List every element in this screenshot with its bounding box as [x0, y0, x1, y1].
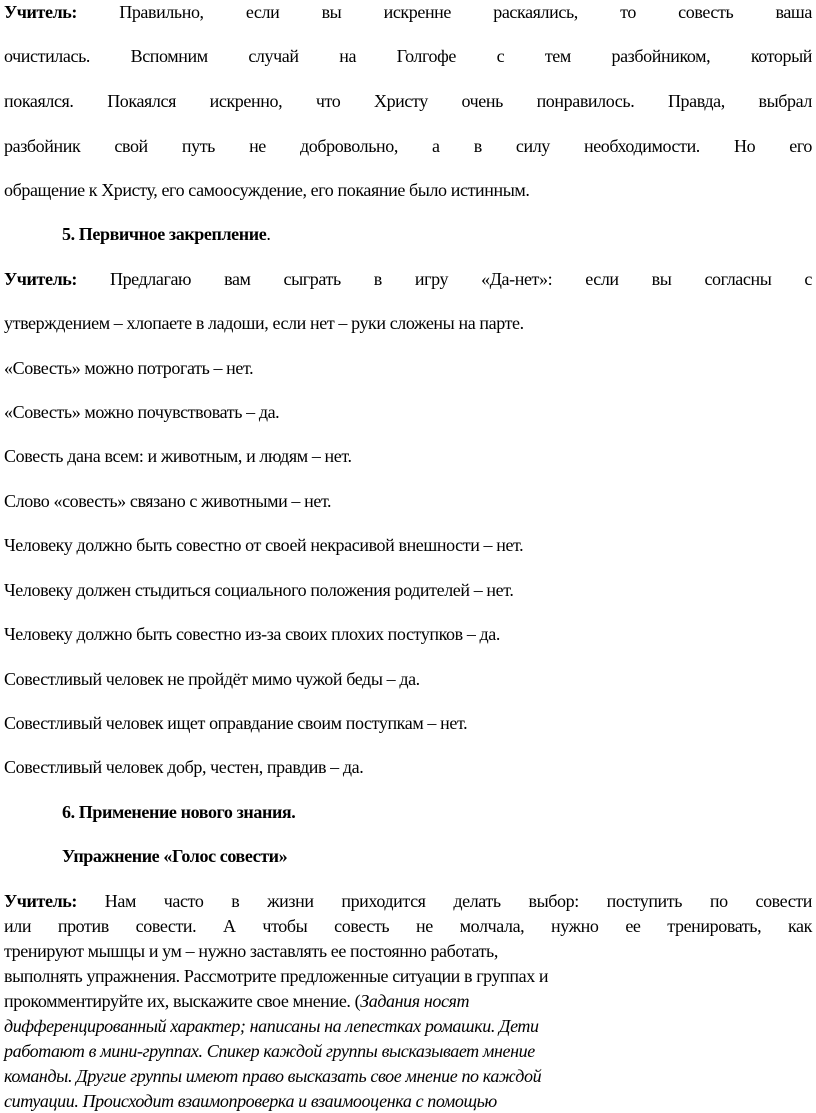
para1-line-1 [4, 0, 812, 24]
para1-line-4: разбойник свой путь не добровольно, а в силу необходимости. Но его [4, 136, 812, 156]
para3-line-3: тренируют мышцы и ум – нужно заставлять ее постоянно работать, [4, 941, 498, 961]
section5-title: 5. Первичное закрепление [62, 224, 267, 244]
para2-line-1 [4, 267, 812, 291]
statement-3: Совесть дана всем: и животным, и людям – нет. [4, 446, 352, 466]
para3-italic-line-2: дифференцированный характер; написаны на лепестках ромашки. Дети [4, 1016, 539, 1036]
para1-text-1: Правильно, если вы искренне раскаялись, то совесть ваша [76, 2, 812, 22]
para3-italic-line-4: команды. Другие группы имеют право высказать свое мнение по каждой [4, 1066, 542, 1086]
statement-7: Человеку должно быть совестно из-за своих плохих поступков – да. [4, 624, 500, 644]
para3-line-4: выполнять упражнения. Рассмотрите предложенные ситуации в группах и [4, 966, 549, 986]
statement-10: Совестливый человек добр, честен, правдив – да. [4, 757, 364, 777]
para1-line-3: покаялся. Покаялся искренно, что Христу очень понравилось. Правда, выбрал [4, 91, 812, 111]
section5-heading [62, 222, 802, 246]
para3-line-2: или против совести. А чтобы совесть не молчала, нужно ее тренировать, как [4, 916, 812, 936]
para3-text-5: прокомментируйте их, выскажите свое мнение. ( [4, 991, 361, 1011]
section5-dot: . [266, 224, 271, 244]
para3-text-1: Нам часто в жизни приходится делать выбор: поступить по совести [76, 891, 812, 911]
teacher-label-2: Учитель: [4, 269, 77, 289]
teacher-label: Учитель: [4, 2, 77, 22]
para1-line-2: очистилась. Вспомним случай на Голгофе с тем разбойником, который [4, 46, 812, 66]
statement-5: Человеку должно быть совестно от своей некрасивой внешности – нет. [4, 535, 524, 555]
para2-text-1: Предлагаю вам сыграть в игру «Да-нет»: если вы согласны с [76, 269, 812, 289]
para3-italic-1: Задания носят [360, 991, 470, 1011]
para3-line-1 [4, 890, 812, 913]
para1-line-5: обращение к Христу, его самоосуждение, его покаяние было истинным. [4, 180, 530, 200]
statement-9: Совестливый человек ищет оправдание своим поступкам – нет. [4, 713, 468, 733]
statement-2: «Совесть» можно почувствовать – да. [4, 402, 280, 422]
para3-italic-line-3: работают в мини-группах. Спикер каждой группы высказывает мнение [4, 1041, 535, 1061]
section6-heading: 6. Применение нового знания. [62, 802, 296, 822]
statement-1: «Совесть» можно потрогать – нет. [4, 358, 254, 378]
statement-8: Совестливый человек не пройдёт мимо чужой беды – да. [4, 669, 420, 689]
teacher-label-3: Учитель: [4, 891, 77, 911]
para3-line-5 [4, 990, 812, 1013]
statement-4: Слово «совесть» связано с животными – нет. [4, 491, 332, 511]
statement-6: Человеку должен стыдиться социального положения родителей – нет. [4, 580, 514, 600]
exercise-heading: Упражнение «Голос совести» [62, 846, 288, 866]
para3-italic-line-5: ситуации. Происходит взаимопроверка и взаимооценка с помощью [4, 1091, 497, 1111]
para2-line-2: утверждением – хлопаете в ладоши, если нет – руки сложены на парте. [4, 313, 524, 333]
